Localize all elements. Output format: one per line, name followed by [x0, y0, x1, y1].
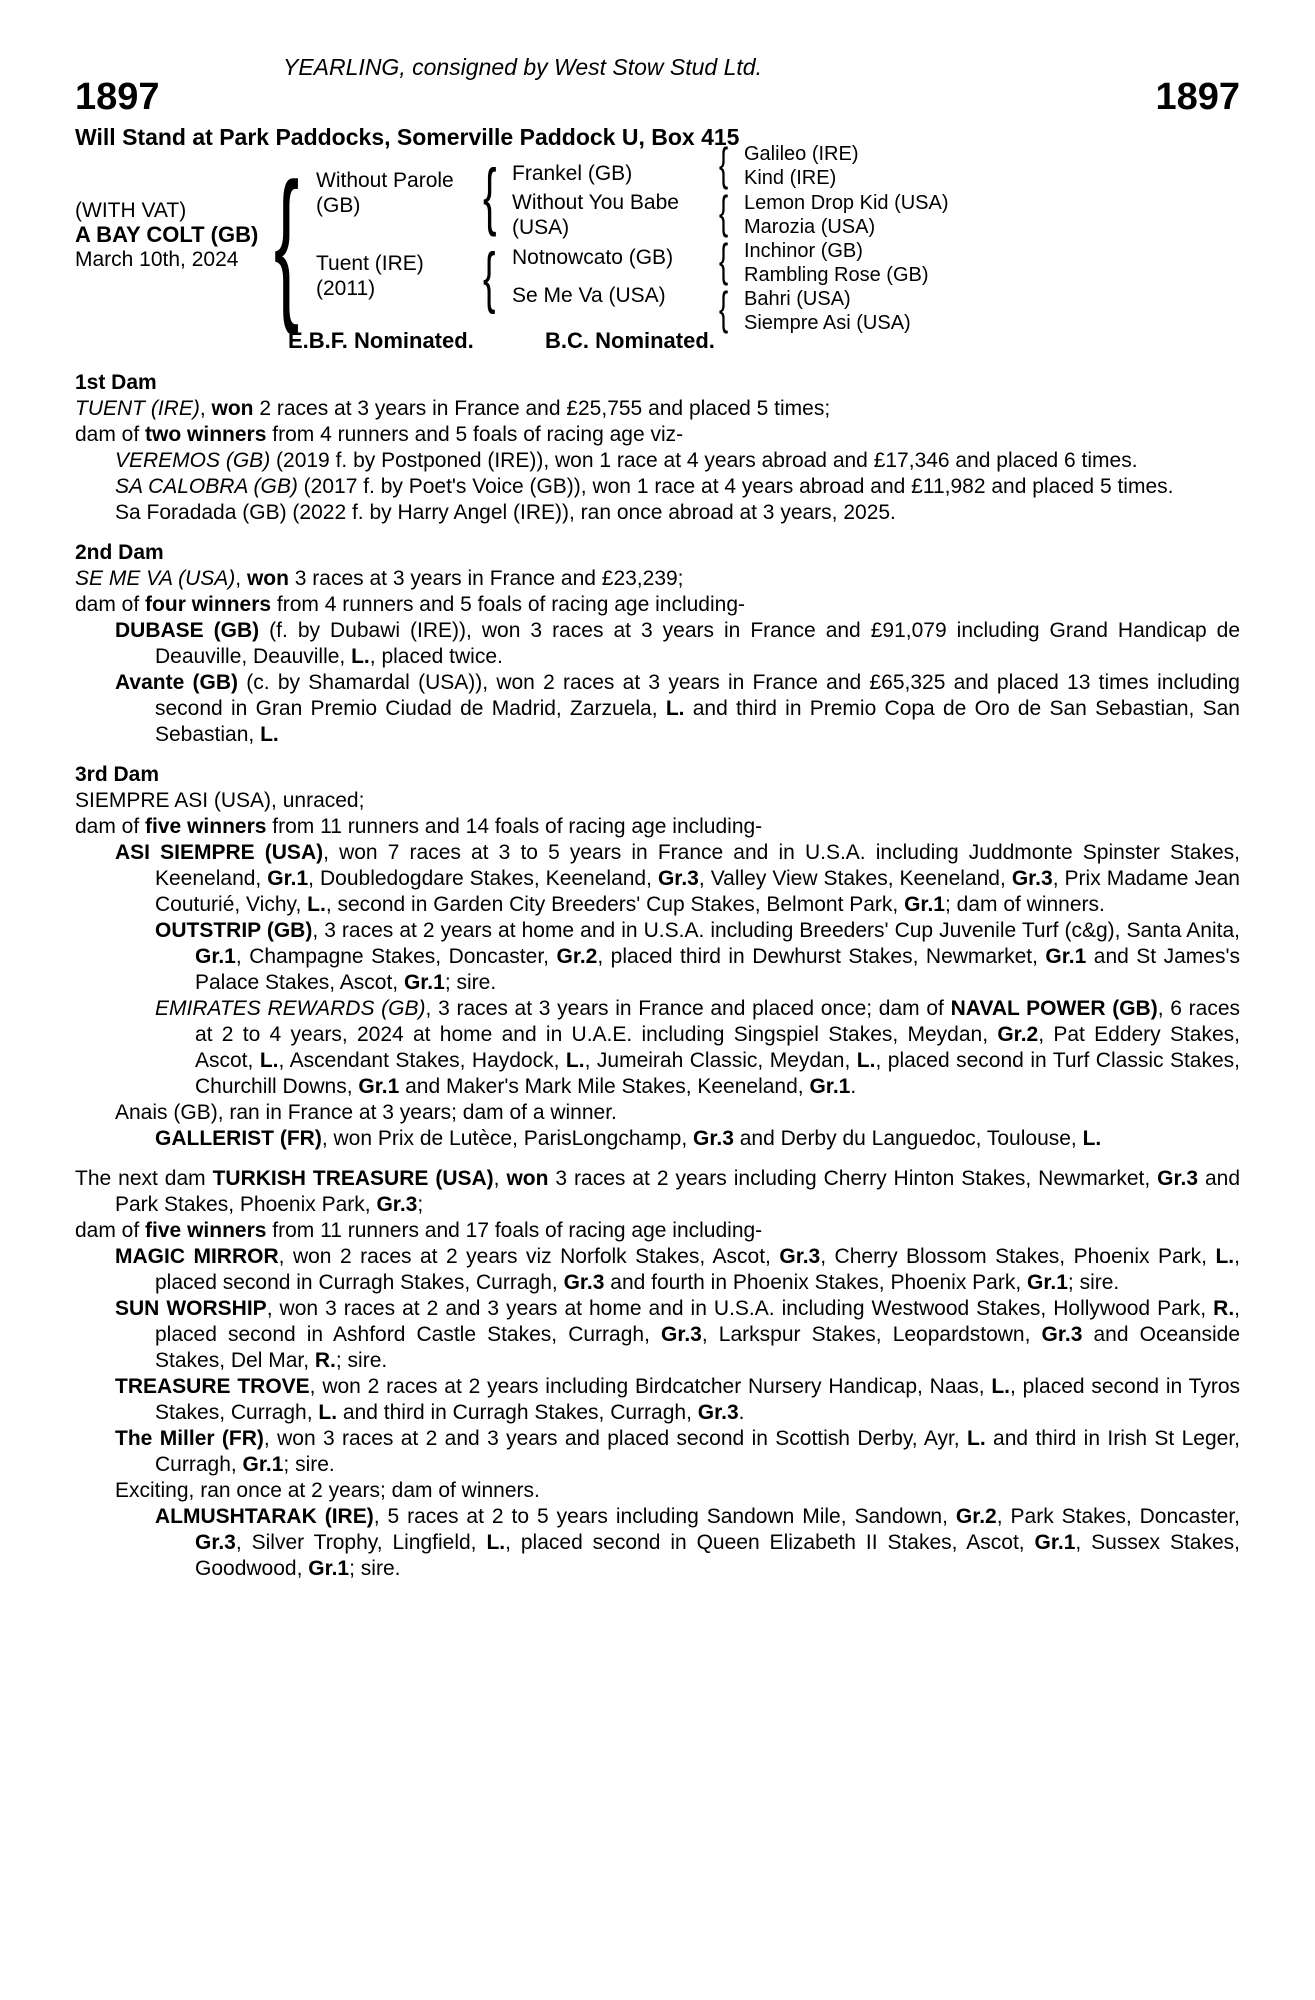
text-run: , placed second in Tyros Stakes, Curragh,: [155, 1375, 1241, 1424]
paragraph-sa-calobra: [75, 474, 1240, 500]
text-run: and third in Premio Copa de Oro de San Sebastian, San Sebastian,: [155, 697, 1240, 746]
text-run: L.: [351, 645, 370, 668]
text-run: ; sire.: [335, 1349, 388, 1372]
paragraph-gallerist: [75, 1126, 1240, 1152]
text-run: , second in Garden City Breeders' Cup Stakes, Belmont Park,: [325, 893, 905, 916]
section-next-dam: [75, 1166, 1240, 1582]
pedigree-brace-sire: {: [483, 154, 497, 237]
pedigree-brace-main: {: [274, 148, 300, 336]
text-run: Gr.2: [997, 1023, 1039, 1046]
pedigree-brace-gg-3: {: [719, 234, 729, 286]
text-run: EMIRATES REWARDS (GB): [155, 997, 426, 1020]
text-run: SIEMPRE ASI (USA), unraced;: [75, 789, 365, 812]
consignor-line: YEARLING, consigned by West Stow Stud Ltd.: [283, 54, 762, 80]
text-run: and Park Stakes, Phoenix Park,: [115, 1167, 1241, 1216]
text-run: , won 2 races at 2 years including Birdcatcher Nursery Handicap, Naas,: [309, 1375, 992, 1398]
text-run: and third in Curragh Stakes, Curragh,: [337, 1401, 698, 1424]
text-run: Gr.1: [195, 945, 236, 968]
paragraph-tuent: [75, 396, 1240, 422]
dam-sire-name: Notnowcato (GB): [512, 246, 674, 269]
section-third-dam: [75, 762, 1240, 1152]
text-run: , Park Stakes, Doncaster,: [996, 1505, 1241, 1528]
text-run: , placed second in Ashford Castle Stakes, Curragh,: [155, 1297, 1240, 1346]
text-run: , won 7 races at 3 to 5 years in France and in U.S.A. including Juddmonte Spinster Stakes, Keeneland,: [155, 841, 1240, 890]
paragraph-sun-worship: [75, 1296, 1240, 1374]
dam-dam-name: Se Me Va (USA): [512, 284, 666, 307]
text-run: Gr.1: [1045, 945, 1087, 968]
text-run: OUTSTRIP (GB): [155, 919, 313, 942]
bc-nominated-label: B.C. Nominated.: [545, 328, 715, 353]
text-run: DUBASE (GB): [115, 619, 260, 642]
gg-name-lemon-drop-kid: Lemon Drop Kid (USA): [744, 192, 949, 214]
paragraph-emirates-rewards: [75, 996, 1240, 1100]
text-run: L.: [260, 723, 279, 746]
text-run: Avante (GB): [115, 671, 238, 694]
paragraph-dam-of-five-winners-2: [75, 1218, 1240, 1244]
paragraph-dam-of-four-winners: [75, 592, 1240, 618]
text-run: dam of: [75, 423, 146, 446]
text-run: (2017 f. by Poet's Voice (GB)), won 1 race at 4 years abroad and £11,982 and placed 5 times.: [297, 475, 1174, 498]
text-run: 2 races at 3 years in France and £25,755 and placed 5 times;: [253, 397, 831, 420]
text-run: L.: [665, 697, 685, 720]
text-run: Gr.3: [1011, 867, 1053, 890]
text-run: GALLERIST (FR): [155, 1127, 322, 1150]
paragraph-se-me-va: [75, 566, 1240, 592]
text-run: Gr.3: [657, 867, 699, 890]
text-run: dam of: [75, 1219, 146, 1242]
stand-location-line: Will Stand at Park Paddocks, Somerville Paddock U, Box 415: [75, 124, 740, 150]
text-run: ; sire.: [1067, 1271, 1120, 1294]
text-run: .: [738, 1401, 745, 1424]
text-run: won: [506, 1167, 549, 1190]
text-run: R.: [1213, 1297, 1235, 1320]
text-run: , Silver Trophy, Lingfield,: [235, 1531, 487, 1554]
text-run: , won 2 races at 2 years viz Norfolk Stakes, Ascot,: [278, 1245, 780, 1268]
text-run: , Prix Madame Jean Couturié, Vichy,: [155, 867, 1240, 916]
lot-number-right: 1897: [1155, 76, 1240, 118]
pedigree-brace-gg-2: {: [719, 186, 729, 238]
text-run: L.: [565, 1049, 585, 1072]
text-run: Gr.1: [308, 1557, 350, 1580]
pedigree-details: [75, 370, 1240, 1582]
text-run: (f. by Dubawi (IRE)), won 3 races at 3 years in France and £91,079 including Grand Handicap de Deauville, Deauville,: [155, 619, 1241, 668]
pedigree-brace-dam: {: [483, 239, 496, 315]
text-run: , won 3 races at 2 and 3 years at home and in U.S.A. including Westwood Stakes, Hollywood Park,: [266, 1297, 1214, 1320]
text-run: Gr.3: [195, 1531, 236, 1554]
text-run: two winners: [145, 423, 267, 446]
text-run: dam of: [75, 815, 146, 838]
text-run: four winners: [145, 593, 272, 616]
text-run: ,: [199, 397, 212, 420]
ebf-nominated-label: E.B.F. Nominated.: [288, 328, 474, 353]
text-run: , won Prix de Lutèce, ParisLongchamp,: [321, 1127, 694, 1150]
pedigree-brace-gg-1: {: [719, 138, 729, 190]
text-run: from 11 runners and 14 foals of racing age including-: [266, 815, 763, 838]
paragraph-anais: [75, 1100, 1240, 1126]
sire-dam-name: Without You Babe (USA): [512, 191, 679, 239]
text-run: , placed second in Turf Classic Stakes, Churchill Downs,: [195, 1049, 1240, 1098]
section-heading: 2nd Dam: [75, 541, 164, 564]
paragraph-magic-mirror: [75, 1244, 1240, 1296]
text-run: Gr.3: [563, 1271, 605, 1294]
gg-name-inchinor: Inchinor (GB): [744, 240, 863, 262]
text-run: L.: [259, 1049, 279, 1072]
section-heading: 3rd Dam: [75, 763, 160, 786]
text-run: , placed second in Queen Elizabeth II Stakes, Ascot,: [505, 1531, 1035, 1554]
text-run: , Pat Eddery Stakes, Ascot,: [195, 1023, 1240, 1072]
text-run: , won 3 races at 2 and 3 years and placed second in Scottish Derby, Ayr,: [263, 1427, 967, 1450]
text-run: , Larkspur Stakes, Leopardstown,: [701, 1323, 1042, 1346]
text-run: dam of: [75, 593, 146, 616]
text-run: .: [850, 1075, 857, 1098]
text-run: ; sire.: [283, 1453, 335, 1476]
text-run: five winners: [145, 815, 267, 838]
paragraph-almushtarak: [75, 1504, 1240, 1582]
text-run: SA CALOBRA (GB): [115, 475, 298, 498]
text-run: won: [246, 567, 289, 590]
text-run: Gr.1: [242, 1453, 284, 1476]
text-run: SUN WORSHIP: [115, 1297, 267, 1320]
text-run: Gr.3: [693, 1127, 734, 1150]
text-run: L.: [307, 893, 326, 916]
colt-name: A BAY COLT (GB): [75, 222, 259, 247]
text-run: ALMUSHTARAK (IRE): [155, 1505, 374, 1528]
paragraph-the-miller: [75, 1426, 1240, 1478]
pedigree-brace-gg-4: {: [719, 282, 729, 334]
text-run: Gr.3: [779, 1245, 821, 1268]
text-run: Gr.3: [1041, 1323, 1083, 1346]
text-run: Gr.1: [358, 1075, 400, 1098]
text-run: , placed second in Curragh Stakes, Curragh,: [155, 1245, 1240, 1294]
paragraph-turkish-treasure: [75, 1166, 1240, 1218]
text-run: R.: [314, 1349, 336, 1372]
text-run: Gr.1: [904, 893, 945, 916]
text-run: and third in Irish St Leger, Curragh,: [155, 1427, 1240, 1476]
text-run: and Oceanside Stakes, Del Mar,: [155, 1323, 1241, 1372]
text-run: L.: [991, 1375, 1011, 1398]
gg-name-kind: Kind (IRE): [744, 167, 837, 189]
text-run: , Sussex Stakes, Goodwood,: [195, 1531, 1240, 1580]
text-run: NAVAL POWER (GB): [950, 997, 1158, 1020]
text-run: L.: [856, 1049, 876, 1072]
text-run: ; sire.: [444, 971, 497, 994]
gg-name-bahri: Bahri (USA): [744, 288, 851, 310]
text-run: , Champagne Stakes, Doncaster,: [235, 945, 557, 968]
section-second-dam: [75, 540, 1240, 748]
text-run: and St James's Palace Stakes, Ascot,: [195, 945, 1240, 994]
text-run: ,: [235, 567, 247, 590]
sire-name: Without Parole (GB): [316, 169, 454, 217]
text-run: L.: [486, 1531, 506, 1554]
section-heading: 1st Dam: [75, 371, 157, 394]
text-run: , Ascendant Stakes, Haydock,: [278, 1049, 566, 1072]
text-run: Gr.1: [267, 867, 309, 890]
text-run: Gr.1: [403, 971, 445, 994]
paragraph-dam-of-five-winners: [75, 814, 1240, 840]
text-run: , Doubledogdare Stakes, Keeneland,: [308, 867, 658, 890]
paragraph-siempre-asi: [75, 788, 1240, 814]
text-run: ,: [493, 1167, 507, 1190]
vat-note: (WITH VAT): [75, 199, 187, 222]
text-run: , 6 races at 2 to 4 years, 2024 at home and in U.A.E. including Singspiel Stakes, Meydan,: [195, 997, 1241, 1046]
gg-name-galileo: Galileo (IRE): [744, 143, 859, 165]
text-run: L.: [318, 1401, 338, 1424]
text-run: (c. by Shamardal (USA)), won 2 races at 3 years in France and £65,325 and placed 13 times including second in Gran Premio Ciudad de Madrid, Zarzuela,: [155, 671, 1240, 720]
text-run: and fourth in Phoenix Stakes, Phoenix Park,: [604, 1271, 1028, 1294]
paragraph-avante: [75, 670, 1240, 748]
paragraph-exciting: [75, 1478, 1240, 1504]
text-run: L.: [1082, 1127, 1102, 1150]
text-run: ; dam of winners.: [944, 893, 1105, 916]
paragraph-treasure-trove: [75, 1374, 1240, 1426]
text-run: , placed third in Dewhurst Stakes, Newmarket,: [597, 945, 1046, 968]
text-run: Gr.2: [556, 945, 598, 968]
dam-name: Tuent (IRE) (2011): [316, 252, 424, 300]
text-run: TREASURE TROVE: [115, 1375, 310, 1398]
text-run: , placed twice.: [369, 645, 503, 668]
text-run: Gr.3: [661, 1323, 702, 1346]
text-run: five winners: [145, 1219, 267, 1242]
text-run: Gr.1: [809, 1075, 851, 1098]
text-run: SE ME VA (USA): [75, 567, 236, 590]
text-run: MAGIC MIRROR: [115, 1245, 279, 1268]
text-run: Gr.3: [697, 1401, 739, 1424]
text-run: Gr.3: [1157, 1167, 1199, 1190]
text-run: The Miller (FR): [115, 1427, 264, 1450]
gg-name-marozia: Marozia (USA): [744, 216, 876, 238]
text-run: , Valley View Stakes, Keeneland,: [698, 867, 1012, 890]
text-run: from 4 runners and 5 foals of racing age including-: [271, 593, 745, 616]
paragraph-sa-foradada: [75, 500, 1240, 526]
text-run: Gr.2: [955, 1505, 997, 1528]
text-run: The next dam: [75, 1167, 213, 1190]
paragraph-dubase: [75, 618, 1240, 670]
text-run: Gr.1: [1027, 1271, 1068, 1294]
gg-name-rambling-rose: Rambling Rose (GB): [744, 264, 929, 286]
text-run: , 3 races at 3 years in France and placed once; dam of: [425, 997, 951, 1020]
text-run: Anais (GB), ran in France at 3 years; dam of a winner.: [115, 1101, 617, 1124]
paragraph-dam-of-two-winners: [75, 422, 1240, 448]
paragraph-veremos: [75, 448, 1240, 474]
text-run: ASI SIEMPRE (USA): [115, 841, 324, 864]
text-run: ; sire.: [349, 1557, 401, 1580]
paragraph-asi-siempre: [75, 840, 1240, 918]
text-run: TURKISH TREASURE (USA): [212, 1167, 494, 1190]
page-header: [0, 0, 1315, 356]
text-run: L.: [1215, 1245, 1235, 1268]
text-run: and Derby du Languedoc, Toulouse,: [733, 1127, 1083, 1150]
text-run: from 4 runners and 5 foals of racing age viz-: [266, 423, 684, 446]
text-run: from 11 runners and 17 foals of racing age including-: [266, 1219, 763, 1242]
text-run: and Maker's Mark Mile Stakes, Keeneland,: [399, 1075, 810, 1098]
gg-name-siempre-asi: Siempre Asi (USA): [744, 312, 911, 334]
paragraph-outstrip: [75, 918, 1240, 996]
text-run: 3 races at 3 years in France and £23,239;: [288, 567, 684, 590]
text-run: TUENT (IRE): [75, 397, 200, 420]
text-run: 3 races at 2 years including Cherry Hinton Stakes, Newmarket,: [548, 1167, 1158, 1190]
text-run: Sa Foradada (GB) (2022 f. by Harry Angel (IRE)), ran once abroad at 3 years, 2025.: [115, 501, 896, 524]
foaling-date: March 10th, 2024: [75, 248, 239, 271]
text-run: Exciting, ran once at 2 years; dam of winners.: [115, 1479, 540, 1502]
sire-sire-name: Frankel (GB): [512, 162, 633, 185]
text-run: , 3 races at 2 years at home and in U.S.A. including Breeders' Cup Juvenile Turf (c&g), Santa Anita,: [312, 919, 1240, 942]
text-run: ;: [417, 1193, 424, 1216]
section-first-dam: [75, 370, 1240, 526]
text-run: , 5 races at 2 to 5 years including Sandown Mile, Sandown,: [373, 1505, 956, 1528]
text-run: Gr.3: [376, 1193, 418, 1216]
lot-number-left: 1897: [75, 76, 160, 118]
text-run: won: [211, 397, 254, 420]
text-run: VEREMOS (GB): [115, 449, 271, 472]
text-run: , Jumeirah Classic, Meydan,: [584, 1049, 857, 1072]
text-run: Gr.1: [1034, 1531, 1076, 1554]
text-run: (2019 f. by Postponed (IRE)), won 1 race at 4 years abroad and £17,346 and placed 6 times.: [270, 449, 1138, 472]
text-run: , Cherry Blossom Stakes, Phoenix Park,: [820, 1245, 1216, 1268]
text-run: L.: [967, 1427, 986, 1450]
